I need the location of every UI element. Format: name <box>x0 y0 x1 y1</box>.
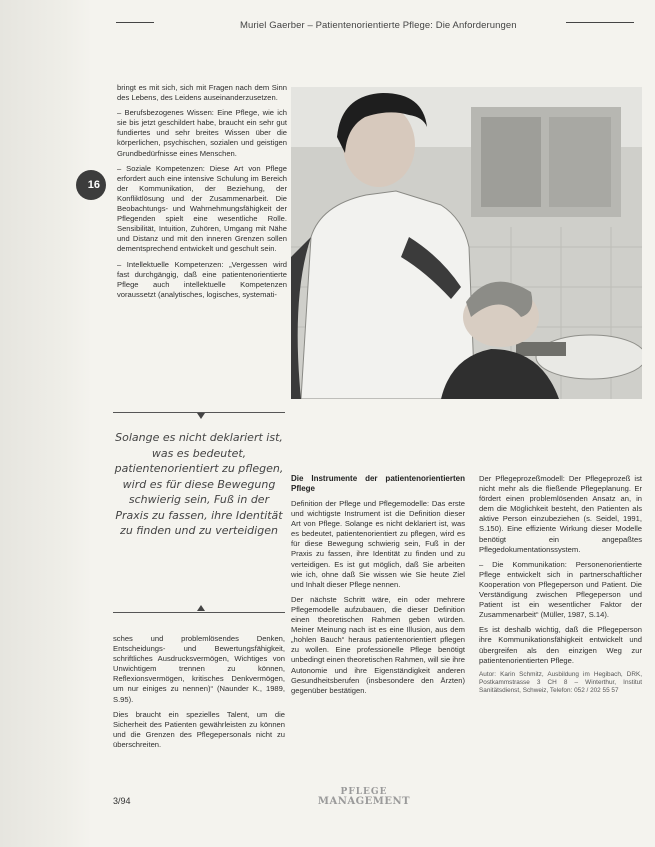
paragraph: bringt es mit sich, sich mit Fragen nach dem Sinn des Lebens, des Leidens auseinanderzusetzen. <box>117 83 287 103</box>
paragraph: – Die Kommunikation: Personenorientierte Pflege entwickelt sich in partnerschaftlicher Kooperation von Pflegeperson und Patient. Die Verständigung zwischen Pflegeperson und Patient ist ein wesentlicher Faktor der Zusammenarbeit“ (Müller, 1987, S.14). <box>479 559 642 620</box>
paragraph: – Intellektuelle Kompetenzen: „Vergessen wird fast durchgängig, daß eine patientenorientierte Pflege auch intellektuelle Kompetenzen voraussetzt (analytisches, logisches, systemati- <box>117 259 287 299</box>
pull-quote-rule-bottom <box>113 612 285 613</box>
article-column-left-bottom <box>113 634 285 814</box>
triangle-up-icon <box>197 605 205 611</box>
logo-line-2: MANAGEMENT <box>317 796 411 807</box>
header-rule-right <box>566 22 634 23</box>
paragraph: – Berufsbezogenes Wissen: Eine Pflege, wie ich sie bis jetzt geschildert habe, braucht ein sehr gut fundiertes und sehr breites Wissen über die körperlichen, psychischen, sozialen und geistigen Grundbedürfnisse eines Menschen. <box>117 108 287 158</box>
paragraph: Es ist deshalb wichtig, daß die Pflegeperson ihre Kommunikationsfähigkeit entwickelt und übergreifen als den einzigen Weg zur patientenorientierten Pflege. <box>479 625 642 665</box>
article-column-middle <box>291 474 465 774</box>
article-column-left-top <box>117 83 287 397</box>
paragraph: Der nächste Schritt wäre, ein oder mehrere Pflegemodelle aufzubauen, die dieser Definition einen theoretischen Rahmen geben würden. Meiner Meinung nach ist es eine Illusion, aus dem „hohlen Bauch“ heraus patientenorientiert pflegen zu wollen. Eine professionelle Pflege benötigt unbedingt einen theoretischen Rahmen, will sie ihre Autonomie und ihre Eigenständigkeit anderen Gesundheitsberufen (insbesondere den Ärzten) gegenüber bestätigen. <box>291 594 465 695</box>
header-rule-left <box>116 22 154 23</box>
triangle-down-icon <box>197 413 205 419</box>
pull-quote-text: Solange es nicht deklariert ist, was es bedeutet, patientenorientiert zu pflegen, wird es für diese Bewegung schwierig sein, Fuß in der Praxis zu fassen, ihre Identität zu finden und zu verteidigen <box>114 431 284 537</box>
photo-illustration <box>291 87 642 399</box>
paragraph: – Soziale Kompetenzen: Diese Art von Pflege erfordert auch eine intensive Schulung im Bereich der Kommunikation, der Beziehung, der Konfliktlösung und der Zusammenarbeit. Die Beobachtungs- und Wahrnehmungsfähigkeit der Pflegenden spielt eine wesentliche Rolle. Sensibilität, Intuition, Zuhören, Umgang mit Nähe und Distanz und mit den inneren Grenzen sollen dementsprechend entwickelt und geschult sein. <box>117 163 287 254</box>
logo-line-1: PFLEGE <box>340 787 388 797</box>
page-number-tab: 16 <box>76 170 106 200</box>
article-column-right <box>479 474 642 734</box>
page-gutter-shadow <box>0 0 92 847</box>
issue-number: 3/94 <box>113 796 131 806</box>
author-address: Autor: Karin Schmitz, Ausbildung im Hegibach, DRK, Postkammstrasse 3 CH 8 – Winterthur, Institut Sanitätsdienst, Schweiz, Telefon: 052 / 202 55 57 <box>479 670 642 694</box>
nurse-washing-patient-hair-photo <box>291 87 642 399</box>
paragraph: sches und problemlösendes Denken, Entscheidungs- und Bewertungsfähigkeit, schriftliches Ausdrucksvermögen, Wichtiges von Unwichtigem trennen zu können, Reflexionsvermögen, kritisches Denkvermögen, um nur einiges zu nennen)“ (Naunder K., 1989, S.95). <box>113 634 285 704</box>
paragraph: Definition der Pflege und Pflegemodelle: Das erste und wichtigste Instrument ist die Definition dieser Art von Pflege. Solange es nicht deklariert ist, was es bedeutet, patientenorientiert zu pflegen, wird es für diese Bewegung schwierig sein, Fuß in der Praxis zu fassen, ihre Identität zu finden und zu verteidigen. Es ist gut möglich, daß Sie arbeiten wie ich, ohne daß Sie wissen wie Sie heute Ziel und Inhalt dieser Pflege nennen. <box>291 499 465 589</box>
running-header: Muriel Gaerber – Patientenorientierte Pflege: Die Anforderungen <box>240 20 517 31</box>
paragraph: Dies braucht ein spezielles Talent, um die Sicherheit des Patienten gewährleisten zu können und die Grenzen des Pflegepersonals nicht zu überschreiten. <box>113 709 285 749</box>
paragraph: Der Pflegeprozeßmodell: Der Pflegeprozeß ist nicht mehr als die fließende Pflegeplanung. Er fördert einen problemlösenden Ansatz an, in dem die Möglichkeit besteht, den Patienten als aktive Person einzubeziehen (s. Seidel, 1991, S.150). Eine effiziente Wirkung dieser Modelle benötigt ein angepaßtes Pflegedokumentationssystem. <box>479 474 642 554</box>
magazine-logo <box>312 788 416 806</box>
pull-quote <box>113 412 285 626</box>
section-heading: Die Instrumente der patientenorientierten Pflege <box>291 474 465 493</box>
